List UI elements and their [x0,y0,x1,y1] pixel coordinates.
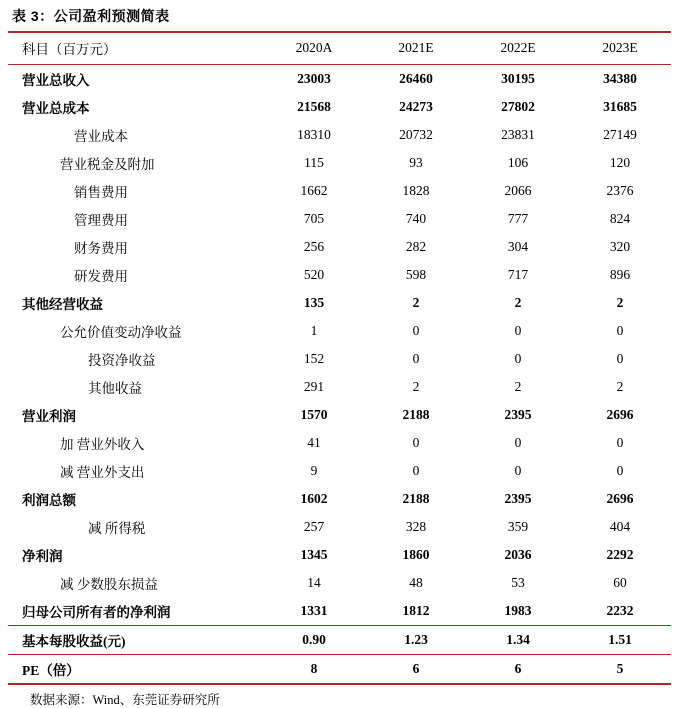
row-value: 896 [609,267,631,282]
row-label: 营业总成本 [22,101,90,116]
row-label: 其他经营收益 [22,297,103,312]
row-value: 8 [310,661,318,676]
row-value: 1860 [402,547,430,562]
row-value: 1983 [504,603,532,618]
row-value: 1.34 [506,632,530,647]
column-header-2023e: 2023E [602,40,638,55]
row-value: 777 [507,211,529,226]
row-value: 282 [405,239,427,254]
row-value: 0 [616,435,624,450]
row-value: 0 [514,463,522,478]
table-row [8,597,671,626]
row-label: 净利润 [22,549,63,564]
row-value: 21568 [297,99,331,114]
row-value: 0 [616,323,624,338]
row-value: 27149 [603,127,637,142]
row-label: 营业总收入 [22,73,90,88]
row-value: 2696 [606,491,634,506]
row-label: 利润总额 [22,493,76,508]
row-label: 投资净收益 [88,353,156,368]
row-value: 2188 [402,407,430,422]
row-value: 520 [303,267,325,282]
row-value: 0 [616,463,624,478]
row-value: 1345 [300,547,328,562]
column-header-2021e: 2021E [398,40,434,55]
row-label: 加 营业外收入 [60,437,145,452]
row-value: 23003 [297,71,331,86]
row-label: 研发费用 [74,269,128,284]
row-value: 93 [409,155,423,170]
table-row [8,401,671,429]
table-body [8,65,671,686]
row-value: 1828 [402,183,430,198]
row-label: 归母公司所有者的净利润 [22,605,171,620]
row-value: 2066 [504,183,532,198]
row-value: 320 [609,239,631,254]
row-value: 717 [507,267,529,282]
table-row [8,317,671,345]
row-value: 0 [412,351,420,366]
row-value: 2 [514,295,522,310]
row-value: 0 [514,351,522,366]
table-row [8,65,671,94]
table-row [8,655,671,685]
row-value: 24273 [399,99,433,114]
row-value: 291 [303,379,325,394]
row-value: 2395 [504,407,532,422]
row-value: 1570 [300,407,328,422]
row-value: 359 [507,519,529,534]
table-row [8,429,671,457]
row-label: 基本每股收益(元) [22,634,126,649]
row-value: 0.90 [302,632,326,647]
row-value: 31685 [603,99,637,114]
table-row [8,177,671,205]
row-value: 257 [303,519,325,534]
row-value: 1 [310,323,318,338]
row-value: 26460 [399,71,433,86]
row-value: 34380 [603,71,637,86]
row-value: 2232 [606,603,634,618]
table-row [8,289,671,317]
row-value: 705 [303,211,325,226]
row-value: 1.23 [404,632,428,647]
row-value: 0 [514,323,522,338]
row-value: 120 [609,155,631,170]
financial-forecast-table [8,31,671,685]
row-value: 0 [412,323,420,338]
row-label: 营业成本 [74,129,128,144]
row-value: 152 [303,351,325,366]
row-value: 5 [616,661,624,676]
row-value: 14 [307,575,321,590]
row-value: 23831 [501,127,535,142]
row-value: 30195 [501,71,535,86]
row-value: 41 [307,435,321,450]
row-value: 115 [304,155,324,170]
row-value: 2 [616,379,624,394]
row-value: 0 [514,435,522,450]
table-row [8,569,671,597]
row-value: 60 [613,575,627,590]
column-header-2022e: 2022E [500,40,536,55]
row-value: 53 [511,575,525,590]
row-value: 27802 [501,99,535,114]
row-value: 6 [412,661,420,676]
table-row [8,373,671,401]
row-value: 0 [412,435,420,450]
column-header-item: 科目（百万元） [22,42,117,57]
row-value: 740 [405,211,427,226]
row-label: 减 少数股东损益 [60,577,158,592]
table-header-row [8,32,671,65]
row-value: 2188 [402,491,430,506]
row-value: 1602 [300,491,328,506]
row-value: 2 [616,295,624,310]
row-value: 0 [616,351,624,366]
row-value: 2376 [606,183,634,198]
row-value: 1.51 [608,632,632,647]
row-value: 0 [412,463,420,478]
row-value: 1812 [402,603,430,618]
table-row [8,457,671,485]
source-note: 数据来源：Wind、东莞证券研究所 [30,693,220,707]
table-row [8,261,671,289]
row-label: 营业利润 [22,409,76,424]
table-title: 表 3：公司盈利预测简表 [12,8,170,24]
row-label: 减 所得税 [88,521,146,536]
row-value: 106 [507,155,529,170]
row-value: 2 [514,379,522,394]
row-label: 减 营业外支出 [60,465,145,480]
row-value: 404 [609,519,631,534]
row-value: 824 [609,211,631,226]
table-row [8,121,671,149]
row-value: 2 [412,295,420,310]
column-header-2020a: 2020A [295,40,333,55]
table-row [8,233,671,261]
row-label: 管理费用 [74,213,128,228]
table-row [8,93,671,121]
table-row [8,541,671,569]
row-label: 其他收益 [88,381,142,396]
row-value: 1662 [300,183,328,198]
row-value: 9 [310,463,318,478]
table-row [8,626,671,655]
row-label: PE（倍） [22,663,80,678]
row-value: 304 [507,239,529,254]
row-value: 20732 [399,127,433,142]
row-value: 48 [409,575,423,590]
table-row [8,149,671,177]
row-value: 2292 [606,547,634,562]
row-value: 18310 [297,127,331,142]
row-value: 135 [303,295,325,310]
row-value: 6 [514,661,522,676]
row-value: 1331 [300,603,328,618]
row-label: 公允价值变动净收益 [60,325,182,340]
row-value: 2036 [504,547,532,562]
row-label: 财务费用 [74,241,128,256]
row-label: 销售费用 [74,185,128,200]
row-value: 2696 [606,407,634,422]
row-value: 256 [303,239,325,254]
table-row [8,345,671,373]
table-row [8,485,671,513]
row-label: 营业税金及附加 [60,157,155,172]
row-value: 328 [405,519,427,534]
table-row [8,513,671,541]
table-row [8,205,671,233]
row-value: 598 [405,267,427,282]
row-value: 2 [412,379,420,394]
row-value: 2395 [504,491,532,506]
